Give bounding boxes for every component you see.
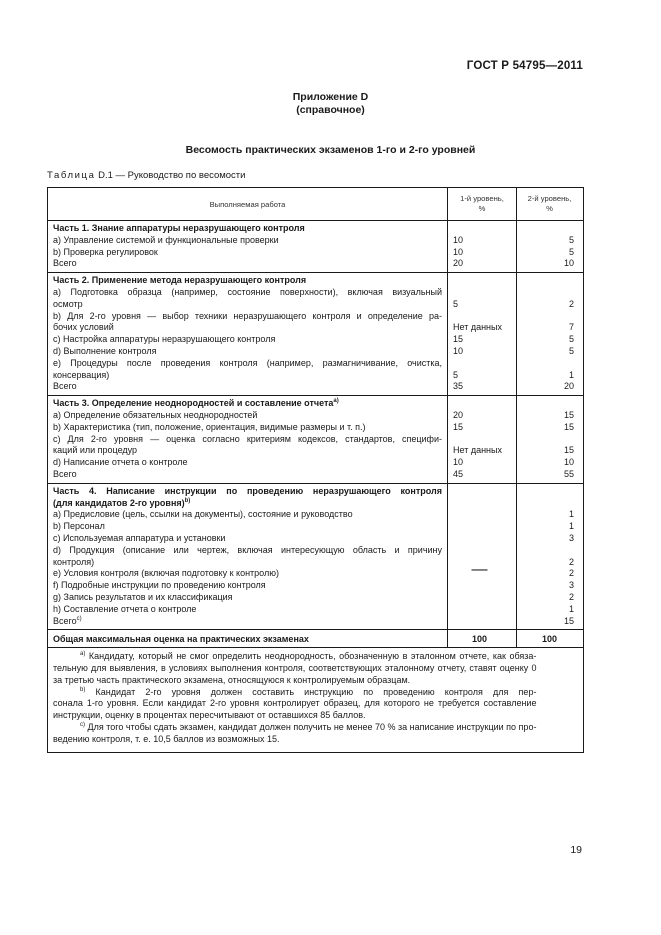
footnote-b (53, 687, 536, 722)
part4-work (48, 484, 447, 630)
part4-item-e: е) Условия контроля (включая подготовку к контролю) (53, 568, 279, 579)
footnote-c-line1 (53, 722, 536, 734)
footnote-c-mark: с) (80, 722, 85, 729)
part4-item-c: с) Используемая аппаратура и установки (53, 532, 226, 543)
summary-level1: 100 (447, 630, 516, 647)
table-caption-label: Таблица (47, 170, 96, 181)
part3-item-b: b) Характеристика (тип, положение, ориентация, видимые размеры и т. п.) (53, 421, 366, 432)
header-level2-label: 2-й уровень, (527, 194, 572, 203)
table-cell: 1 (568, 369, 574, 380)
part1-total: Всего (53, 258, 77, 269)
table-footnotes (48, 648, 541, 751)
page-number: 19 (570, 844, 582, 856)
table-cell: 5 (568, 345, 574, 356)
part4-title: Часть 4. Написание инструкции по проведению неразрушающего контроля (53, 485, 442, 496)
footnote-a-text1: Кандидату, который не смог определить неоднородность, обозначенную в эталонном отчете, как обяза- (88, 651, 537, 662)
table-cell: 1 (568, 521, 574, 532)
table-cell: 5 (568, 246, 574, 257)
footnote-ref-c: с) (76, 615, 82, 622)
table-cell: 10 (563, 457, 574, 468)
summary-level2: 100 (516, 630, 582, 647)
table-cell: 7 (568, 322, 574, 333)
part1-level2 (516, 221, 582, 272)
table-cell: 15 (563, 409, 574, 420)
table-cell: 45 (453, 468, 464, 479)
footnote-b-line2: сонала 1-го уровня. Если кандидат 2-го уровня контролирует образец, для которого не требуется составление (53, 698, 537, 709)
part2-item-b-cont: бочих условий (53, 322, 114, 333)
part4-item-h: h) Составление отчета о контроле (53, 603, 197, 614)
footnote-b-line1 (53, 687, 536, 699)
part1-title: Часть 1. Знание аппаратуры неразрушающего контроля (53, 223, 305, 233)
table-cell: 20 (563, 381, 574, 392)
part3-work (48, 396, 447, 483)
table-cell: 15 (563, 421, 574, 432)
table-cell: 2 (568, 298, 574, 309)
part3-item-c: с) Для 2-го уровня — оценка согласно критериям кодексов, стандартов, специфи- (53, 433, 442, 444)
part3-item-c-cont: каций или процедур (53, 445, 138, 456)
part4-item-a: а) Предисловие (цель, ссылки на документы), состояние и руководство (53, 509, 353, 520)
part4-item-g: g) Запись результатов и их классификация (53, 591, 233, 602)
part2-item-e-cont: консервация) (53, 369, 110, 380)
table-cell: Нет данных (453, 445, 502, 456)
part4-item-d-cont: контроля) (53, 556, 95, 567)
table-cell: 10 (453, 246, 464, 257)
part4-item-d: d) Продукция (описание или чертеж, включая интересующую область и причину (53, 544, 442, 555)
part3-title-text: Часть 3. Определение неоднородностей и составление отчета (53, 398, 334, 409)
part2-item-d: d) Выполнение контроля (53, 345, 157, 356)
table-cell: 1 (568, 509, 574, 520)
table-cell: 10 (453, 345, 464, 356)
table-cell: 10 (453, 234, 464, 245)
part2-work (48, 273, 447, 395)
part4-title-cont (53, 498, 442, 510)
part4-level1 (447, 484, 516, 630)
appendix-heading (0, 91, 661, 117)
header-level2-unit: % (546, 204, 553, 213)
appendix-title: Приложение D (292, 91, 369, 103)
table-cell: — (471, 560, 488, 578)
footnote-a-line3: за третью часть практического экзамена, относящуюся к контролируемым образцам. (53, 674, 411, 685)
footnote-b-text1: Кандидат 2-го уровня должен составить инструкцию по проведению контроля для пер- (95, 686, 537, 697)
table-cell: 35 (453, 381, 464, 392)
table-cell: 5 (568, 334, 574, 345)
part1-work (48, 221, 447, 272)
part2-item-a: а) Подготовка образца (например, состояние поверхности), включая визуальный (53, 286, 442, 297)
footnote-a-mark: а) (80, 651, 86, 658)
table-caption (47, 170, 245, 181)
part3-row (48, 396, 583, 484)
part2-item-c: с) Настройка аппаратуры неразрушающего контроля (53, 334, 276, 345)
table-cell: 5 (453, 369, 459, 380)
part4-title2-text: (для кандидатов 2-го уровня) (53, 497, 185, 508)
footnote-a (53, 651, 536, 686)
header-level1 (447, 188, 516, 220)
table-cell: 5 (568, 234, 574, 245)
footnote-a-line1 (53, 651, 536, 663)
table-caption-text: D.1 — Руководство по весомости (98, 170, 246, 181)
part3-level2 (516, 396, 582, 483)
part2-level1 (447, 273, 516, 395)
summary-label: Общая максимальная оценка на практических экзаменах (53, 633, 309, 644)
part1-row (48, 221, 583, 273)
table-cell: Нет данных (453, 322, 502, 333)
part4-item-b: b) Персонал (53, 521, 105, 532)
section-title: Весомость практических экзаменов 1-го и 2-го уровней (185, 144, 476, 156)
header-level2 (516, 188, 582, 220)
table-cell: 15 (563, 615, 574, 626)
table-cell: 5 (453, 298, 459, 309)
part4-total (53, 616, 442, 628)
part3-title (53, 398, 442, 410)
table-cell: 2 (568, 556, 574, 567)
part4-total-label: Всего (53, 615, 77, 626)
part2-item-b: b) Для 2-го уровня — выбор техники неразрушающего контроля и определение ра- (53, 310, 442, 321)
part4-level2 (516, 484, 582, 630)
footnote-c (53, 722, 536, 746)
part1-item-b: b) Проверка регулировок (53, 246, 158, 257)
summary-row (48, 630, 583, 648)
part3-item-d: d) Написание отчета о контроле (53, 457, 188, 468)
part3-total: Всего (53, 468, 77, 479)
footnote-c-text1: Для того чтобы сдать экзамен, кандидат должен получить не менее 70 % за написание инструкции по про- (87, 722, 537, 733)
table-cell: 10 (563, 258, 574, 269)
table-cell: 3 (568, 580, 574, 591)
table-cell: 20 (453, 258, 464, 269)
footnote-ref-a: а) (333, 398, 339, 405)
table-cell: 15 (563, 445, 574, 456)
part3-level1 (447, 396, 516, 483)
footnote-b-line3: инструкции, оценку в процентах пересчитывают от оставшихся 85 баллов. (53, 710, 366, 721)
table-cell: 2 (568, 568, 574, 579)
part4-row (48, 484, 583, 631)
header-work: Выполняемая работа (209, 199, 286, 209)
table-cell: 3 (568, 532, 574, 543)
table-cell: 15 (453, 421, 464, 432)
table-cell: 55 (563, 468, 574, 479)
part1-level1 (447, 221, 516, 272)
footnote-b-mark: b) (80, 686, 86, 693)
part3-item-a: а) Определение обязательных неоднородностей (53, 409, 258, 420)
table-cell: 1 (568, 603, 574, 614)
footnote-c-line2: ведению контроля, т. е. 10,5 баллов из возможных 15. (53, 733, 280, 744)
standard-number: ГОСТ Р 54795—2011 (466, 60, 583, 72)
table-cell: 15 (453, 334, 464, 345)
footnotes-row (48, 648, 583, 751)
part2-row (48, 273, 583, 396)
table-cell: 20 (453, 409, 464, 420)
table-cell: 10 (453, 457, 464, 468)
table-header-row (48, 188, 583, 221)
appendix-subtitle: (справочное) (296, 104, 365, 116)
weighting-table (47, 187, 584, 753)
part2-item-a-cont: осмотр (53, 298, 83, 309)
part4-item-f: f) Подробные инструкции по проведению контроля (53, 580, 266, 591)
part2-total: Всего (53, 381, 77, 392)
header-level1-label: 1-й уровень, (460, 194, 504, 203)
part1-item-a: а) Управление системой и функциональные проверки (53, 234, 279, 245)
table-cell: 2 (568, 591, 574, 602)
header-level1-unit: % (478, 204, 486, 213)
footnote-ref-b: b) (184, 497, 191, 504)
part2-level2 (516, 273, 582, 395)
part2-title: Часть 2. Применение метода неразрушающего контроля (53, 275, 307, 286)
footnote-a-line2: тельную для выявления, в условиях выполнения контроля, соответствующих эталонному отчету, ставят оценку 0 (53, 663, 537, 674)
part2-item-e: е) Процедуры после проведения контроля (например, размагничивание, очистка, (53, 357, 442, 368)
